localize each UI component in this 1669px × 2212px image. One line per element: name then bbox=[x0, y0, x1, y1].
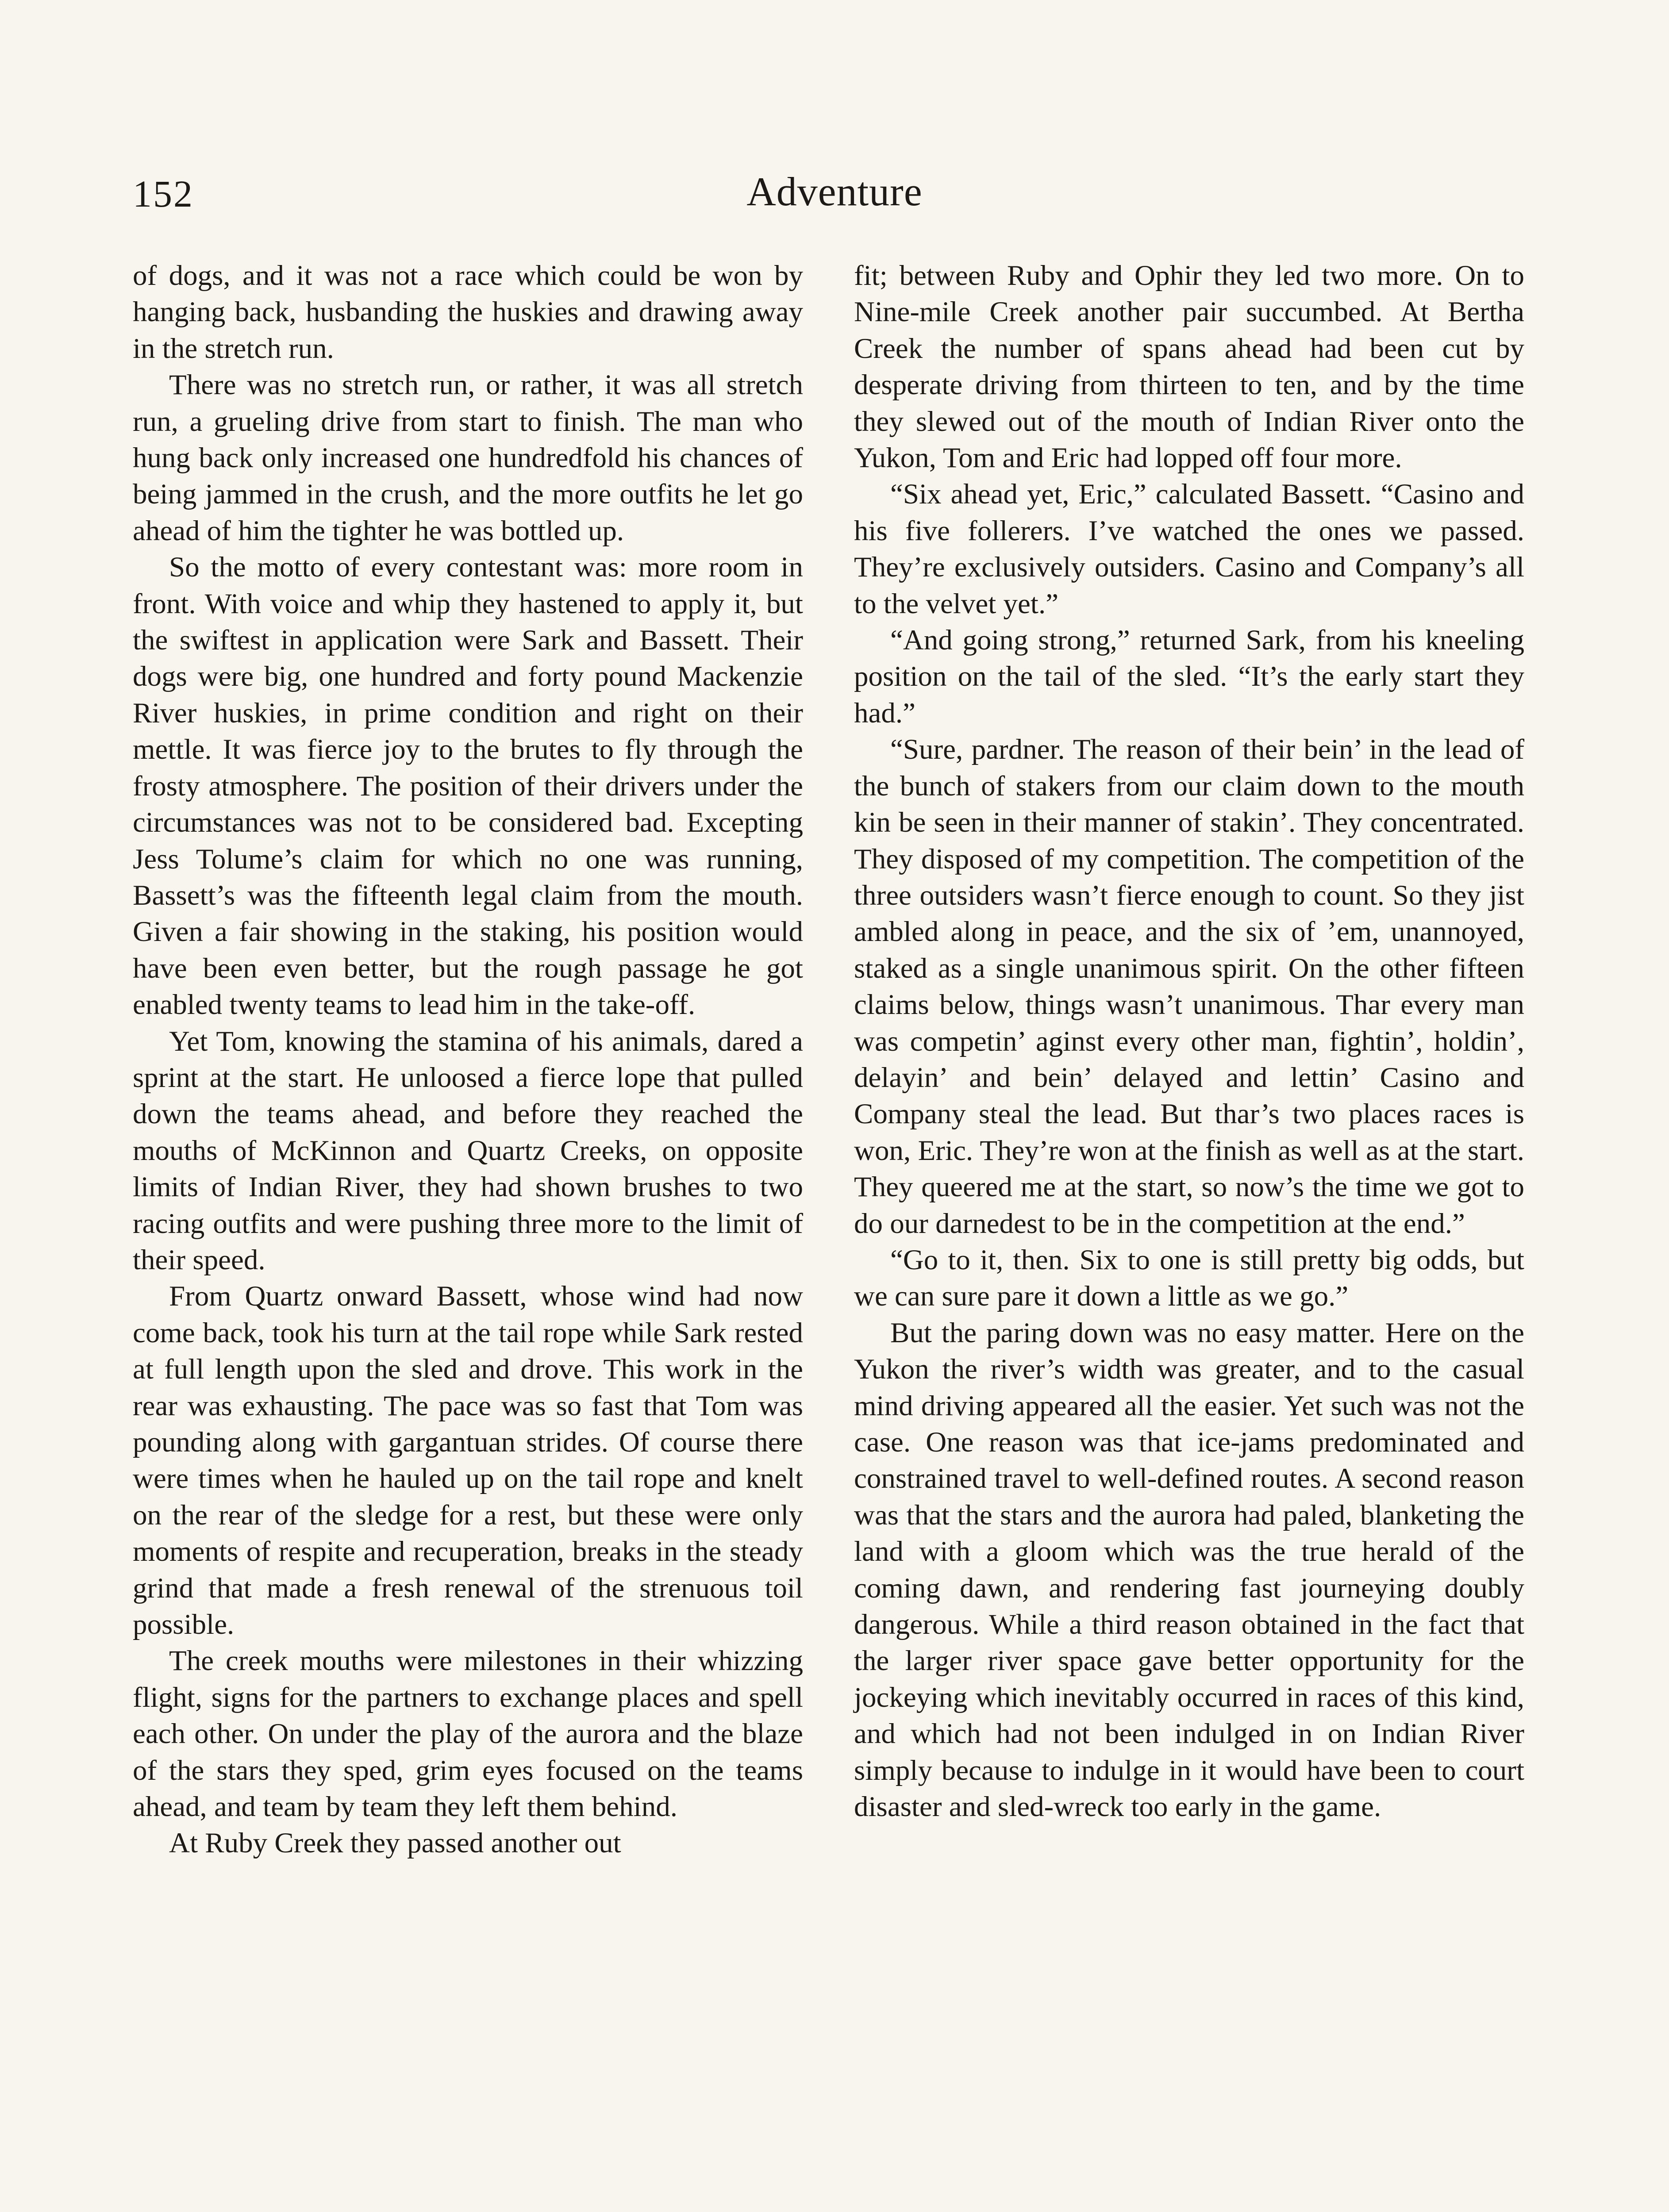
left-column bbox=[133, 257, 803, 1862]
paragraph: “Sure, pardner. The reason of their bein’ in the lead of the bunch of stakers from our claim down to the mouth kin be seen in their manner of stakin’. They concentrated. They disposed of my competition. The competition of the three outsiders wasn’t fierce enough to count. So they jist ambled along in peace, and the six of ’em, unannoyed, staked as a single unanimous spirit. On the other fifteen claims below, things wasn’t unanimous. Thar every man was competin’ aginst every other man, fightin’, holdin’, delayin’ and bein’ delayed and lettin’ Casino and Company steal the lead. But thar’s two places races is won, Eric. They’re won at the finish as well as at the start. They queered me at the start, so now’s the time we got to do our darnedest to be in the competition at the end.” bbox=[854, 733, 1524, 1240]
paragraph: From Quartz onward Bassett, whose wind had now come back, took his turn at the tail rope while Sark rested at full length upon the sled and drove. This work in the rear was exhausting. The pace was so fast that Tom was pounding along with gargantuan strides. Of course there were times when he hauled up on the tail rope and knelt on the rear of the sledge for a rest, but these were only moments of respite and recuperation, breaks in the steady grind that made a fresh renewal of the strenuous toil possible. bbox=[133, 1280, 803, 1641]
paragraph: But the paring down was no easy matter. Here on the Yukon the river’s width was greater, and to the casual mind driving appeared all the easier. Yet such was not the case. One reason was that ice-jams predominated and constrained travel to well-defined routes. A second reason was that the stars and the aurora had paled, blanketing the land with a gloom which was the true herald of the coming dawn, and rendering fast journeying doubly dangerous. While a third reason obtained in the fact that the larger river space gave better opportunity for the jockeying which inevitably occurred in races of this kind, and which had not been indulged in on Indian River simply because to indulge in it would have been to court disaster and sled-wreck too early in the game. bbox=[854, 1317, 1524, 1823]
paragraph: “Six ahead yet, Eric,” calculated Bassett. “Casino and his five follerers. I’ve watched the ones we passed. They’re exclusively outsiders. Casino and Company’s all to the velvet yet.” bbox=[854, 478, 1524, 620]
paragraph: The creek mouths were milestones in their whizzing flight, signs for the partners to exchange places and spell each other. On under the play of the aurora and the blaze of the stars they sped, grim eyes focused on the teams ahead, and team by team they left them behind. bbox=[133, 1645, 803, 1823]
paragraph: of dogs, and it was not a race which could be won by hanging back, husbanding the huskies and drawing away in the stretch run. bbox=[133, 260, 803, 365]
paragraph: Yet Tom, knowing the stamina of his animals, dared a sprint at the start. He unloosed a fierce lope that pulled down the teams ahead, and before they reached the mouths of McKinnon and Quartz Creeks, on opposite limits of Indian River, they had shown brushes to two racing outfits and were pushing three more to the limit of their speed. bbox=[133, 1025, 803, 1276]
paragraph: “Go to it, then. Six to one is still pretty big odds, but we can sure pare it down a little as we go.” bbox=[854, 1244, 1524, 1313]
paragraph: So the motto of every contestant was: more room in front. With voice and whip they hastened to apply it, but the swiftest in application were Sark and Bassett. Their dogs were big, one hundred and forty pound Mackenzie River huskies, in prime condition and right on their mettle. It was fierce joy to the brutes to fly through the frosty atmosphere. The position of their drivers under the circumstances was not to be considered bad. Excepting Jess Tolume’s claim for which no one was running, Bassett’s was the fifteenth legal claim from the mouth. Given a fair showing in the staking, his position would have been even better, but the rough passage he got enabled twenty teams to lead him in the take-off. bbox=[133, 551, 803, 1021]
paragraph: At Ruby Creek they passed another out bbox=[169, 1827, 621, 1859]
page-number: 152 bbox=[133, 173, 194, 215]
running-title: Adventure bbox=[746, 169, 923, 214]
paragraph: There was no stretch run, or rather, it was all stretch run, a grueling drive from start to finish. The man who hung back only increased one hundredfold his chances of being jammed in the crush, and the more outfits he let go ahead of him the tighter he was bottled up. bbox=[133, 369, 803, 547]
right-column bbox=[854, 257, 1524, 1825]
page-header bbox=[133, 168, 1536, 230]
paragraph: fit; between Ruby and Ophir they led two more. On to Nine-mile Creek another pair succumbed. At Bertha Creek the number of spans ahead had been cut by desperate driving from thirteen to ten, and by the time they slewed out of the mouth of Indian River onto the Yukon, Tom and Eric had lopped off four more. bbox=[854, 260, 1524, 474]
paragraph: “And going strong,” returned Sark, from his kneeling position on the tail of the sled. “It’s the early start they had.” bbox=[854, 624, 1524, 729]
